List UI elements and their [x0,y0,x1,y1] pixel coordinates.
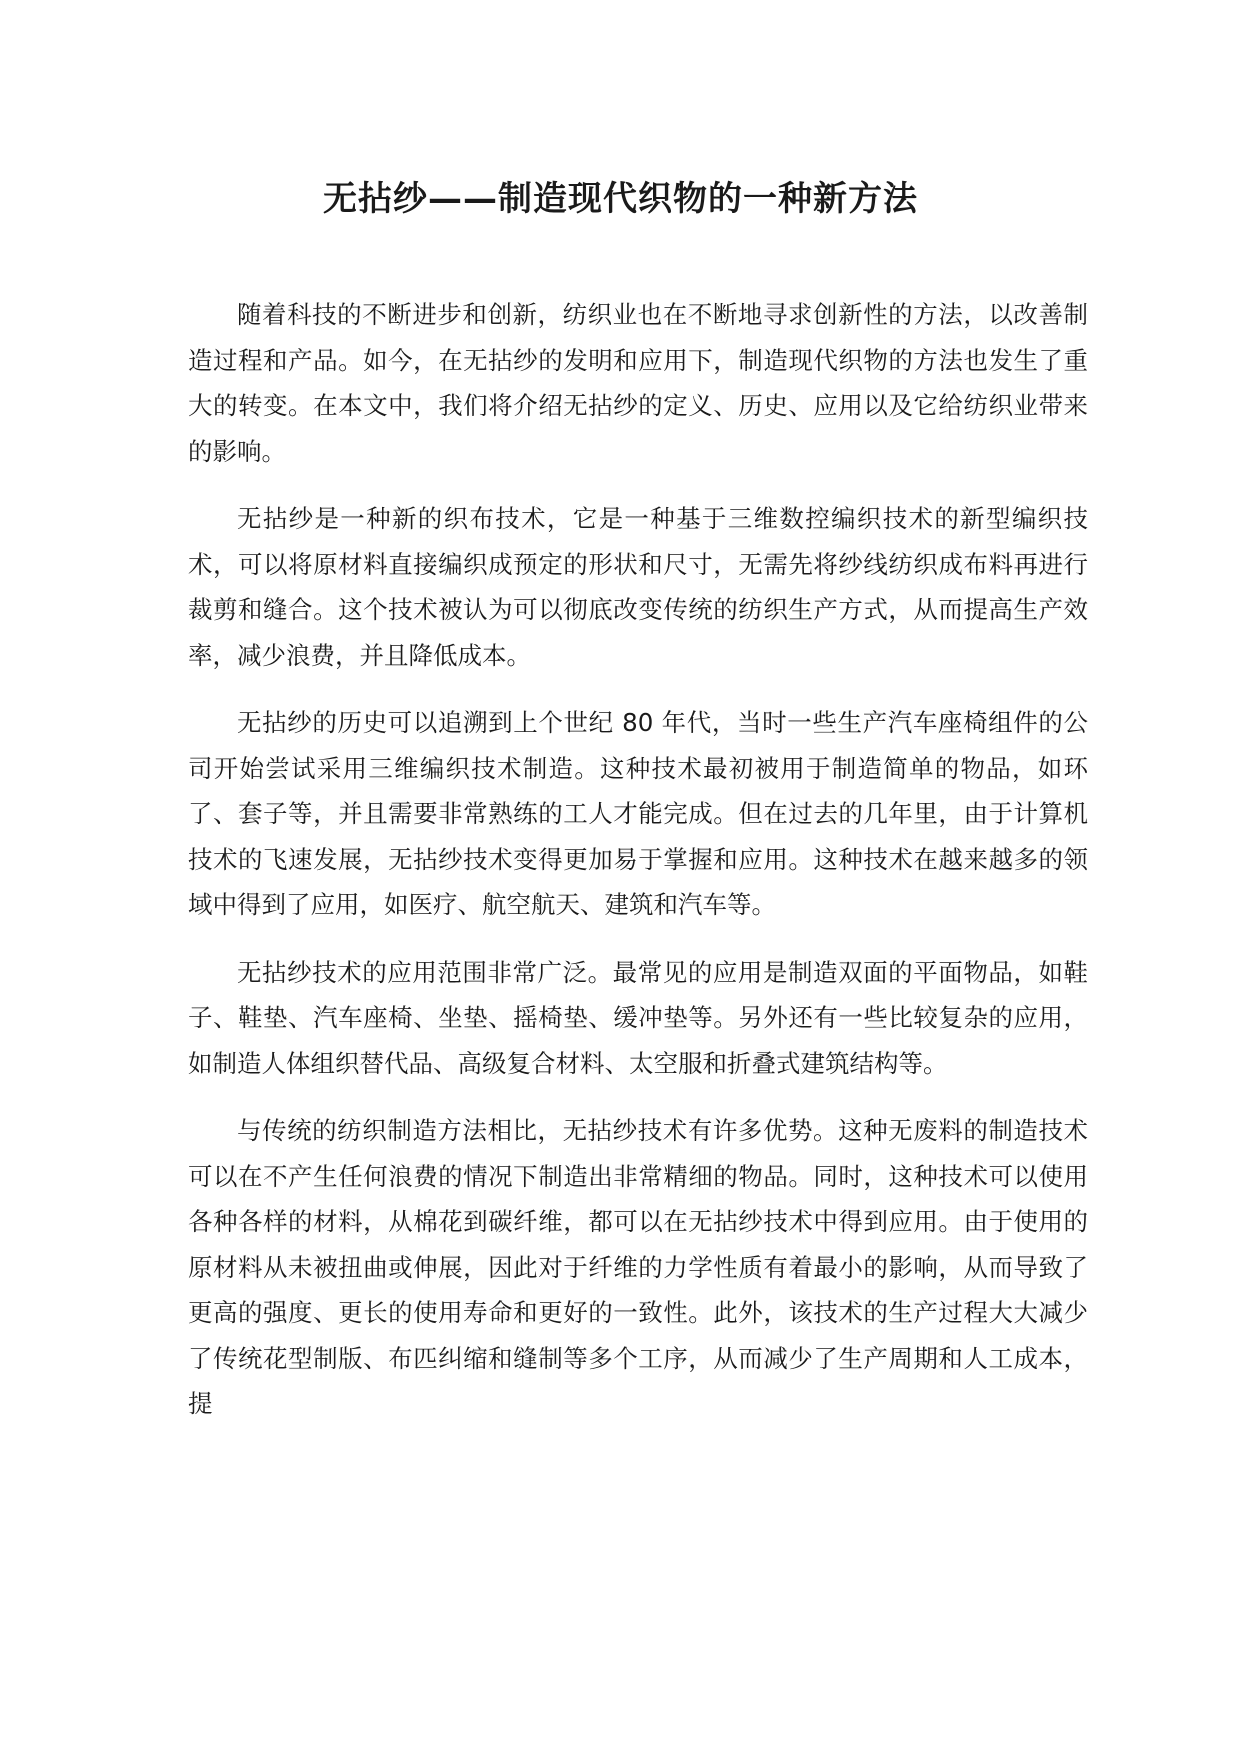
page-title: 无拈纱——制造现代织物的一种新方法 [323,179,918,219]
paragraph-4: 无拈纱技术的应用范围非常广泛。最常见的应用是制造双面的平面物品，如鞋子、鞋垫、汽车座椅、坐垫、摇椅垫、缓冲垫等。另外还有一些比较复杂的应用，如制造人体组织替代品、高级复合材料、太空服和折叠式建筑结构等。 [188,957,1088,1078]
document-body [188,292,1088,1449]
paragraph-1: 随着科技的不断进步和创新，纺织业也在不断地寻求创新性的方法，以改善制造过程和产品。如今，在无拈纱的发明和应用下，制造现代织物的方法也发生了重大的转变。在本文中，我们将介绍无拈纱的定义、历史、应用以及它给纺织业带来的影响。 [188,300,1088,466]
paragraph-5: 与传统的纺织制造方法相比，无拈纱技术有许多优势。这种无废料的制造技术可以在不产生任何浪费的情况下制造出非常精细的物品。同时，这种技术可以使用各种各样的材料，从棉花到碳纤维，都可以在无拈纱技术中得到应用。由于使用的原材料从未被扭曲或伸展，因此对于纤维的力学性质有着最小的影响，从而导致了更高的强度、更长的使用寿命和更好的一致性。此外，该技术的生产过程大大减少了传统花型制版、布匹纠缩和缝制等多个工序，从而减少了生产周期和人工成本，提 [188,1116,1088,1418]
paragraph-2: 无拈纱是一种新的织布技术，它是一种基于三维数控编织技术的新型编织技术，可以将原材料直接编织成预定的形状和尺寸，无需先将纱线纺织成布料再进行裁剪和缝合。这个技术被认为可以彻底改变传统的纺织生产方式，从而提高生产效率，减少浪费，并且降低成本。 [188,504,1088,670]
paragraph-3: 无拈纱的历史可以追溯到上个世纪 80 年代，当时一些生产汽车座椅组件的公司开始尝试采用三维编织技术制造。这种技术最初被用于制造简单的物品，如环了、套子等，并且需要非常熟练的工人才能完成。但在过去的几年里，由于计算机技术的飞速发展，无拈纱技术变得更加易于掌握和应用。这种技术在越来越多的领域中得到了应用，如医疗、航空航天、建筑和汽车等。 [188,708,1088,919]
